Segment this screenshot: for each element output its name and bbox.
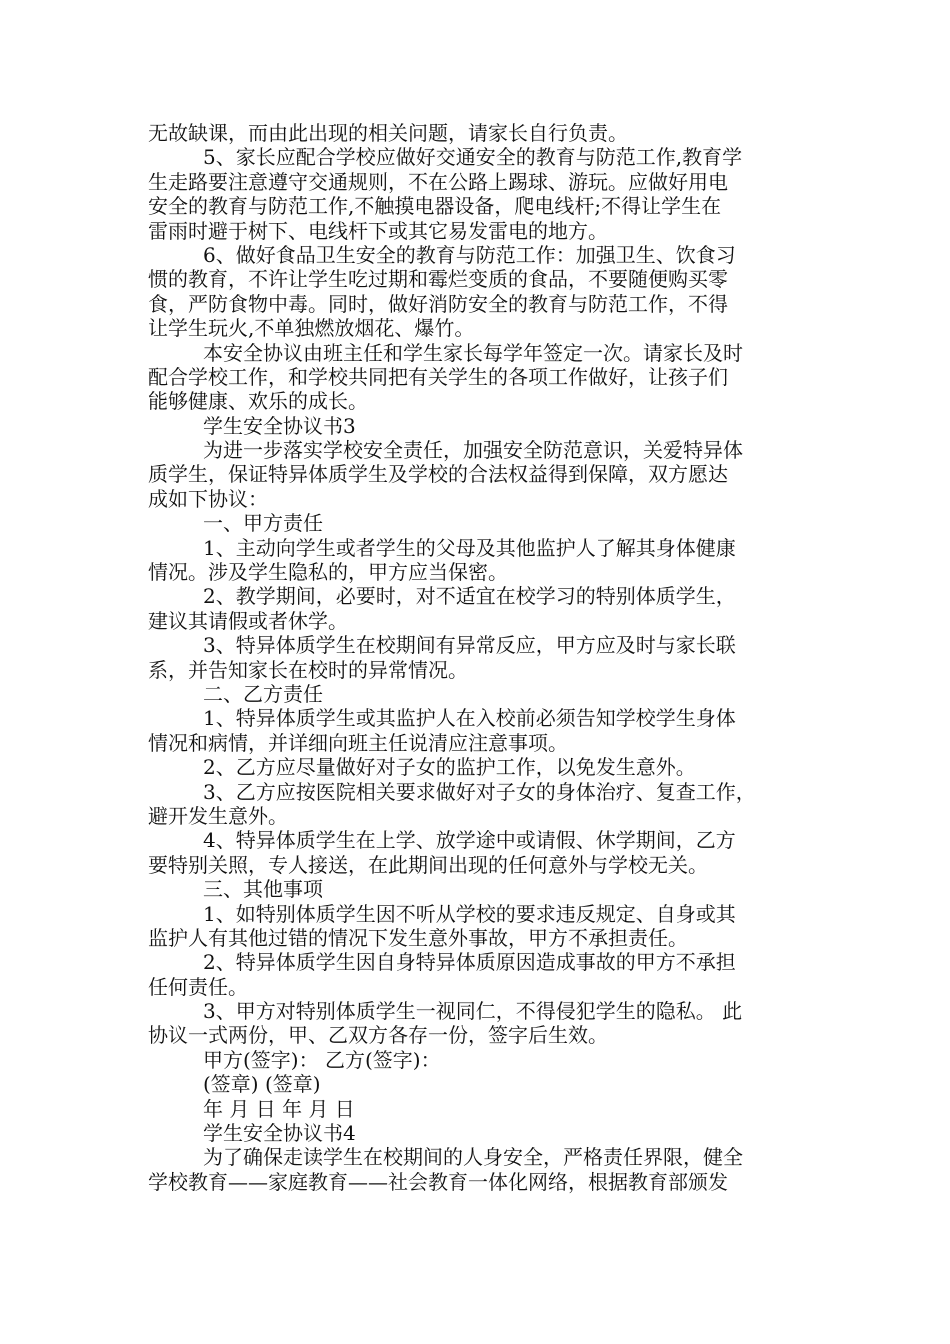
text-line: 食，严防食物中毒。同时，做好消防安全的教育与防范工作，不得 (148, 291, 728, 316)
text-line: 能够健康、欢乐的成长。 (148, 389, 368, 414)
text-line: 避开发生意外。 (148, 803, 288, 828)
text-line: 6、做好食品卫生安全的教育与防范工作：加强卫生、饮食习 (203, 242, 736, 267)
text-line: 惯的教育，不许让学生吃过期和霉烂变质的食品，不要随便购买零 (148, 267, 728, 292)
text-line: 年 月 日 年 月 日 (203, 1096, 355, 1121)
text-line: 2、特异体质学生因自身特异体质原因造成事故的甲方不承担 (203, 950, 736, 975)
text-line: 要特别关照，专人接送，在此期间出现的任何意外与学校无关。 (148, 852, 708, 877)
text-line: 本安全协议由班主任和学生家长每学年签定一次。请家长及时 (203, 340, 743, 365)
text-line: 情况和病情，并详细向班主任说清应注意事项。 (148, 730, 568, 755)
text-line: 配合学校工作，和学校共同把有关学生的各项工作做好，让孩子们 (148, 364, 728, 389)
text-line: 2、乙方应尽量做好对子女的监护工作，以免发生意外。 (203, 755, 696, 780)
text-line: 5、家长应配合学校应做好交通安全的教育与防范工作,教育学 (203, 145, 743, 170)
text-line: 任何责任。 (148, 974, 248, 999)
text-line: 建议其请假或者休学。 (148, 608, 348, 633)
text-line: 为了确保走读学生在校期间的人身安全，严格责任界限，健全 (203, 1145, 743, 1170)
text-line: 1、如特别体质学生因不听从学校的要求违反规定、自身或其 (203, 901, 736, 926)
text-line: 为进一步落实学校安全责任，加强安全防范意识，关爱特异体 (203, 438, 743, 463)
text-line: 3、特异体质学生在校期间有异常反应，甲方应及时与家长联 (203, 633, 736, 658)
text-line: 无故缺课，而由此出现的相关问题，请家长自行负责。 (148, 121, 628, 145)
text-line: 学校教育——家庭教育——社会教育一体化网络，根据教育部颁发 (148, 1169, 728, 1194)
text-line: 学生安全协议书4 (203, 1121, 356, 1146)
text-line: 2、教学期间，必要时，对不适宜在校学习的特别体质学生， (203, 584, 736, 609)
text-line: 3、甲方对特别体质学生一视同仁，不得侵犯学生的隐私。 此 (203, 999, 743, 1024)
text-line: 监护人有其他过错的情况下发生意外事故，甲方不承担责任。 (148, 925, 688, 950)
text-line: 系，并告知家长在校时的异常情况。 (148, 657, 468, 682)
text-line: 4、特异体质学生在上学、放学途中或请假、休学期间，乙方 (203, 828, 736, 853)
text-line: 生走路要注意遵守交通规则，不在公路上踢球、游玩。应做好用电 (148, 169, 728, 194)
text-line: 1、特异体质学生或其监护人在入校前必须告知学校学生身体 (203, 706, 736, 731)
text-line: 质学生，保证特异体质学生及学校的合法权益得到保障，双方愿达 (148, 462, 728, 487)
text-line: 协议一式两份，甲、乙双方各存一份，签字后生效。 (148, 1023, 608, 1048)
text-line: 成如下协议： (148, 486, 268, 511)
text-line: 1、主动向学生或者学生的父母及其他监护人了解其身体健康 (203, 535, 736, 560)
document-page (148, 121, 808, 1194)
text-line: 三、其他事项 (203, 877, 323, 902)
text-line: 二、乙方责任 (203, 681, 323, 706)
text-line: 雷雨时避于树下、电线杆下或其它易发雷电的地方。 (148, 218, 608, 243)
text-line: 让学生玩火,不单独燃放烟花、爆竹。 (148, 316, 475, 341)
text-line: 甲方(签字)： 乙方(签字)： (203, 1047, 441, 1072)
text-line: 学生安全协议书3 (203, 413, 356, 438)
text-line: 3、乙方应按医院相关要求做好对子女的身体治疗、复查工作， (203, 779, 756, 804)
text-line: 一、甲方责任 (203, 511, 323, 536)
text-line: 安全的教育与防范工作,不触摸电器设备，爬电线杆;不得让学生在 (148, 194, 722, 219)
text-line: (签章) (签章) (203, 1072, 321, 1097)
text-line: 情况。涉及学生隐私的，甲方应当保密。 (148, 560, 508, 585)
